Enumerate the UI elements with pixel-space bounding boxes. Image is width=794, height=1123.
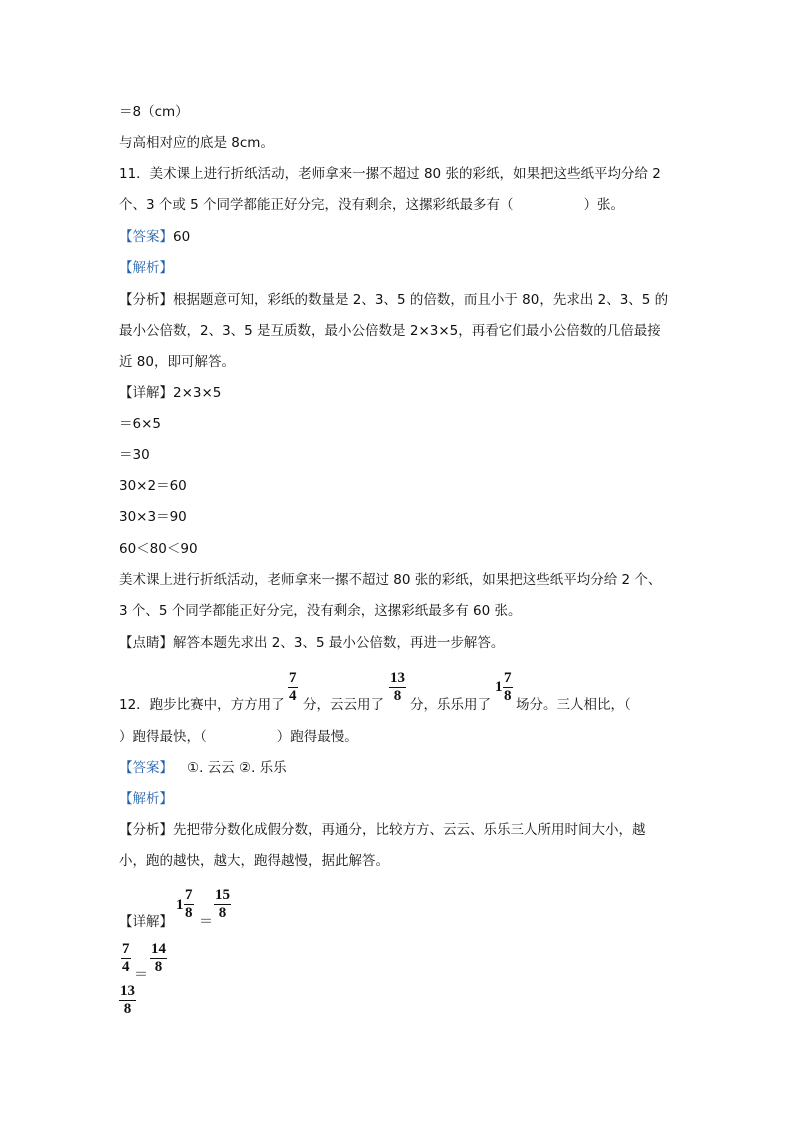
- denominator: 8: [185, 905, 193, 921]
- question-12-line-2: [119, 727, 358, 747]
- fenxi-tag: 【分析】: [119, 292, 173, 308]
- question-12-text-5: ）跑得最快，（: [119, 729, 207, 745]
- calc-step: ＝30: [119, 447, 150, 463]
- question-12-text-3: 分，乐乐用了: [410, 697, 491, 713]
- fenxi-12-line-1: [119, 820, 646, 840]
- fraction-13-8: [389, 670, 406, 705]
- numerator: 7: [504, 670, 512, 686]
- fenxi-12-text-1: 先把带分数化成假分数，再通分，比较方方、云云、乐乐三人所用时间大小，越: [173, 822, 646, 838]
- xiangjie-11-conclusion-2: 3 个、5 个同学都能正好分完，没有剩余，这摞彩纸最多有 60 张。: [119, 603, 522, 619]
- fraction-7-8: [184, 887, 194, 922]
- analysis-tag-11: 【解析】: [119, 260, 173, 276]
- question-12-text-6: ）跑得最慢。: [276, 729, 358, 745]
- question-12-line-1: [119, 695, 285, 715]
- xiangjie-11-conclusion-1: 美术课上进行折纸活动，老师拿来一摞不超过 80 张的彩纸，如果把这些纸平均分给 2 个、: [119, 572, 662, 588]
- xiangjie-12-tag: 【详解】: [119, 914, 173, 930]
- denominator: 4: [289, 688, 297, 704]
- fenxi-12-line-2: 小，跑的越快，越大，跑得越慢，据此解答。: [119, 853, 389, 869]
- answer-11-value: 60: [173, 229, 191, 245]
- equals-sign: ＝: [134, 967, 148, 983]
- answer-12-value: ①. 云云 ②. 乐乐: [187, 760, 287, 776]
- question-11-line-2: [119, 195, 624, 215]
- question-11-text-end: ）张。: [583, 197, 625, 213]
- numerator: 13: [120, 983, 135, 999]
- answer-11-line: [119, 227, 190, 247]
- fenxi-11-line-1: [119, 290, 668, 310]
- answer-tag: 【答案】: [119, 229, 173, 245]
- fraction-14-8: [150, 941, 167, 976]
- numerator: 13: [390, 670, 405, 686]
- equals-sign: ＝: [199, 914, 213, 930]
- conclusion-line: 与高相对应的底是 8cm。: [119, 135, 274, 151]
- answer-tag: 【答案】: [119, 760, 173, 776]
- fenxi-tag: 【分析】: [119, 822, 173, 838]
- calc-line: ＝8（cm）: [119, 104, 189, 120]
- xiangjie-11-expr: 2×3×5: [173, 385, 222, 401]
- analysis-tag-12: 【解析】: [119, 791, 173, 807]
- answer-12-line: [119, 758, 287, 778]
- denominator: 8: [504, 688, 512, 704]
- calc-step: 60＜80＜90: [119, 541, 198, 557]
- mixed-number-whole: 1: [176, 897, 184, 913]
- calc-step: ＝6×5: [119, 416, 161, 432]
- fraction-15-8: [214, 887, 231, 922]
- question-12-text-4: 场分。三人相比，（: [516, 697, 631, 713]
- question-12-text-1: 12．跑步比赛中，方方用了: [119, 697, 285, 713]
- numerator: 15: [215, 887, 230, 903]
- calc-step: 30×3＝90: [119, 509, 187, 525]
- denominator: 8: [393, 688, 402, 704]
- numerator: 7: [185, 887, 193, 903]
- fraction-13-8: [119, 983, 136, 1018]
- mixed-number-whole: 1: [495, 679, 503, 695]
- fenxi-11-line-3: 近 80，即可解答。: [119, 354, 235, 370]
- question-11-text: 个、3 个或 5 个同学都能正好分完，没有剩余，这摞彩纸最多有（: [119, 197, 514, 213]
- question-12-text-2: 分，云云用了: [303, 697, 384, 713]
- xiangjie-11-line-1: [119, 383, 221, 403]
- denominator: 4: [122, 959, 130, 975]
- calc-step: 30×2＝60: [119, 478, 187, 494]
- question-11-line-1: 11．美术课上进行折纸活动，老师拿来一摞不超过 80 张的彩纸，如果把这些纸平均分给 2: [119, 166, 661, 182]
- numerator: 7: [289, 670, 297, 686]
- dianjing-11-text: 解答本题先求出 2、3、5 最小公倍数，再进一步解答。: [173, 635, 505, 651]
- fraction-7-8: [503, 670, 513, 705]
- fraction-7-4: [288, 670, 298, 705]
- denominator: 8: [154, 959, 163, 975]
- dianjing-tag: 【点睛】: [119, 635, 173, 651]
- denominator: 8: [123, 1001, 132, 1017]
- numerator: 14: [151, 941, 166, 957]
- denominator: 8: [218, 905, 227, 921]
- fenxi-11-text-1: 根据题意可知，彩纸的数量是 2、3、5 的倍数，而且小于 80，先求出 2、3、5 的: [173, 292, 669, 308]
- numerator: 7: [122, 941, 130, 957]
- dianjing-11-line: [119, 633, 504, 653]
- fenxi-11-line-2: 最小公倍数，2、3、5 是互质数，最小公倍数是 2×3×5，再看它们最小公倍数的几倍最接: [119, 323, 661, 339]
- fraction-7-4: [121, 941, 131, 976]
- xiangjie-tag: 【详解】: [119, 385, 173, 401]
